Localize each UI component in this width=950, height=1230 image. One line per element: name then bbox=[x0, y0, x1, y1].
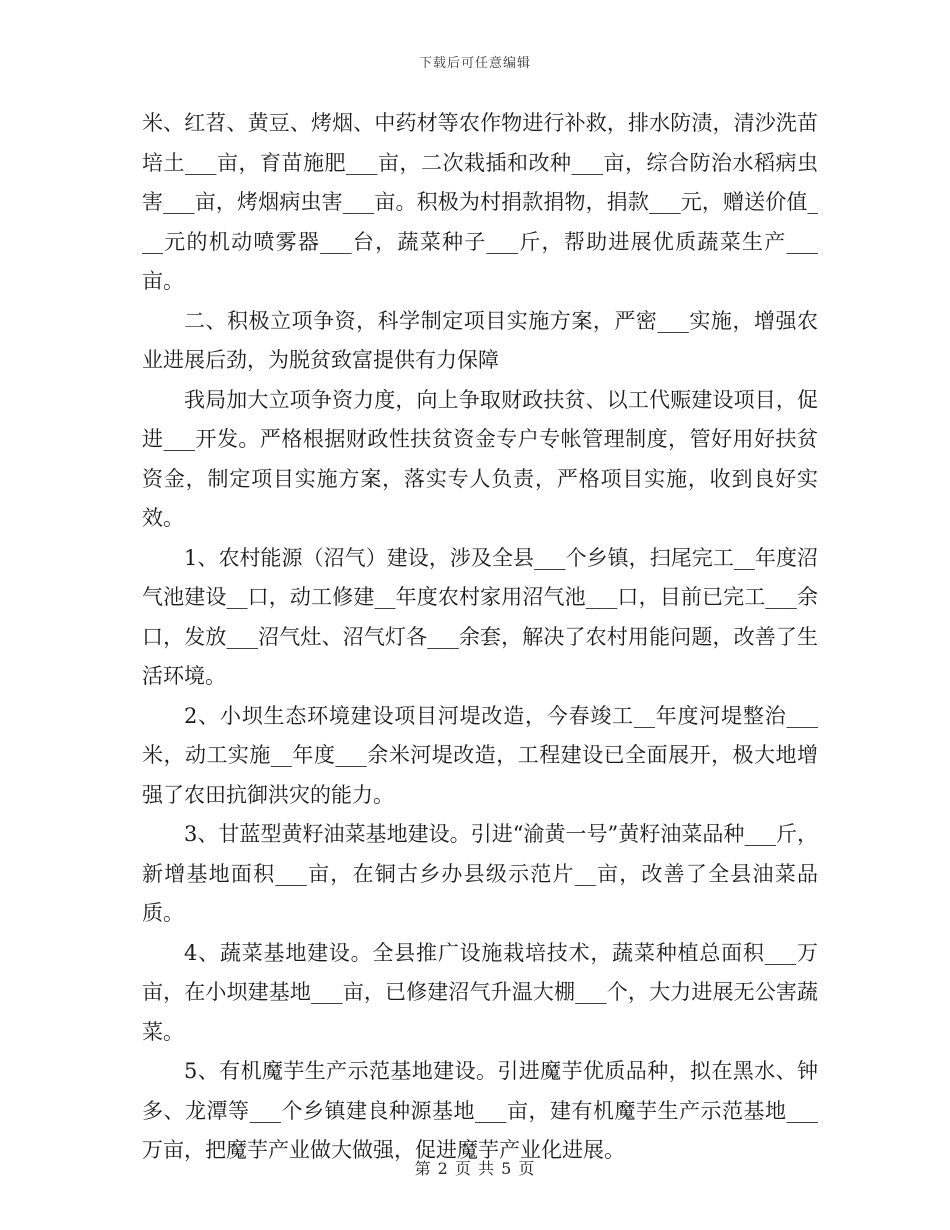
list-item-3-rapeseed: 3、甘蓝型黄籽油菜基地建设。引进“渝黄一号”黄籽油菜品种___斤，新增基地面积___亩，在铜古乡办县级示范片__亩，改善了全县油菜品质。 bbox=[142, 822, 818, 925]
document-body bbox=[142, 104, 818, 1171]
paragraph-funding: 我局加大立项争资力度，向上争取财政扶贫、以工代赈建设项目，促进___开发。严格根据财政性扶贫资金专户专帐管理制度，管好用好扶贫资金，制定项目实施方案，落实专人负责，严格项目实施，收到良好实效。 bbox=[142, 387, 818, 530]
list-item-2-river: 2、小坝生态环境建设项目河堤改造，今春竣工__年度河堤整治___米，动工实施__年度___余米河堤改造，工程建设已全面展开，极大地增强了农田抗御洪灾的能力。 bbox=[142, 703, 818, 807]
page-header: 下载后可任意编辑 bbox=[418, 56, 531, 71]
paragraph-continued: 米、红苕、黄豆、烤烟、中药材等农作物进行补救，排水防渍，清沙洗苗培土___亩，育苗施肥___亩，二次栽插和改种___亩，综合防治水稻病虫害___亩，烤烟病虫害___亩。积极为村捐款捐物，捐款___元，赠送价值___元的机动喷雾器___台，蔬菜种子___斤，帮助进展优质蔬菜生产___亩。 bbox=[142, 111, 818, 293]
list-item-1-energy: 1、农村能源（沼气）建设，涉及全县___个乡镇，扫尾完工__年度沼气池建设__口，动工修建__年度农村家用沼气池___口，目前已完工___余口，发放___沼气灶、沼气灯各___余套，解决了农村用能问题，改善了生活环境。 bbox=[142, 545, 818, 688]
list-item-5-konjac: 5、有机魔芋生产示范基地建设。引进魔芋优质品种，拟在黑水、钟多、龙潭等___个乡镇建良种源基地___亩，建有机魔芋生产示范基地___万亩，把魔芋产业做大做强，促进魔芋产业化进展。 bbox=[142, 1059, 818, 1162]
section-heading-2: 二、积极立项争资，科学制定项目实施方案，严密___实施，增强农业进展后劲，为脱贫致富提供有力保障 bbox=[142, 308, 818, 372]
page-number: 第 2 页 共 5 页 bbox=[414, 1159, 536, 1178]
list-item-4-vegetable: 4、蔬菜基地建设。全县推广设施栽培技术，蔬菜种植总面积___万亩，在小坝建基地___亩，已修建沼气升温大棚___个，大力进展无公害蔬菜。 bbox=[142, 940, 818, 1044]
